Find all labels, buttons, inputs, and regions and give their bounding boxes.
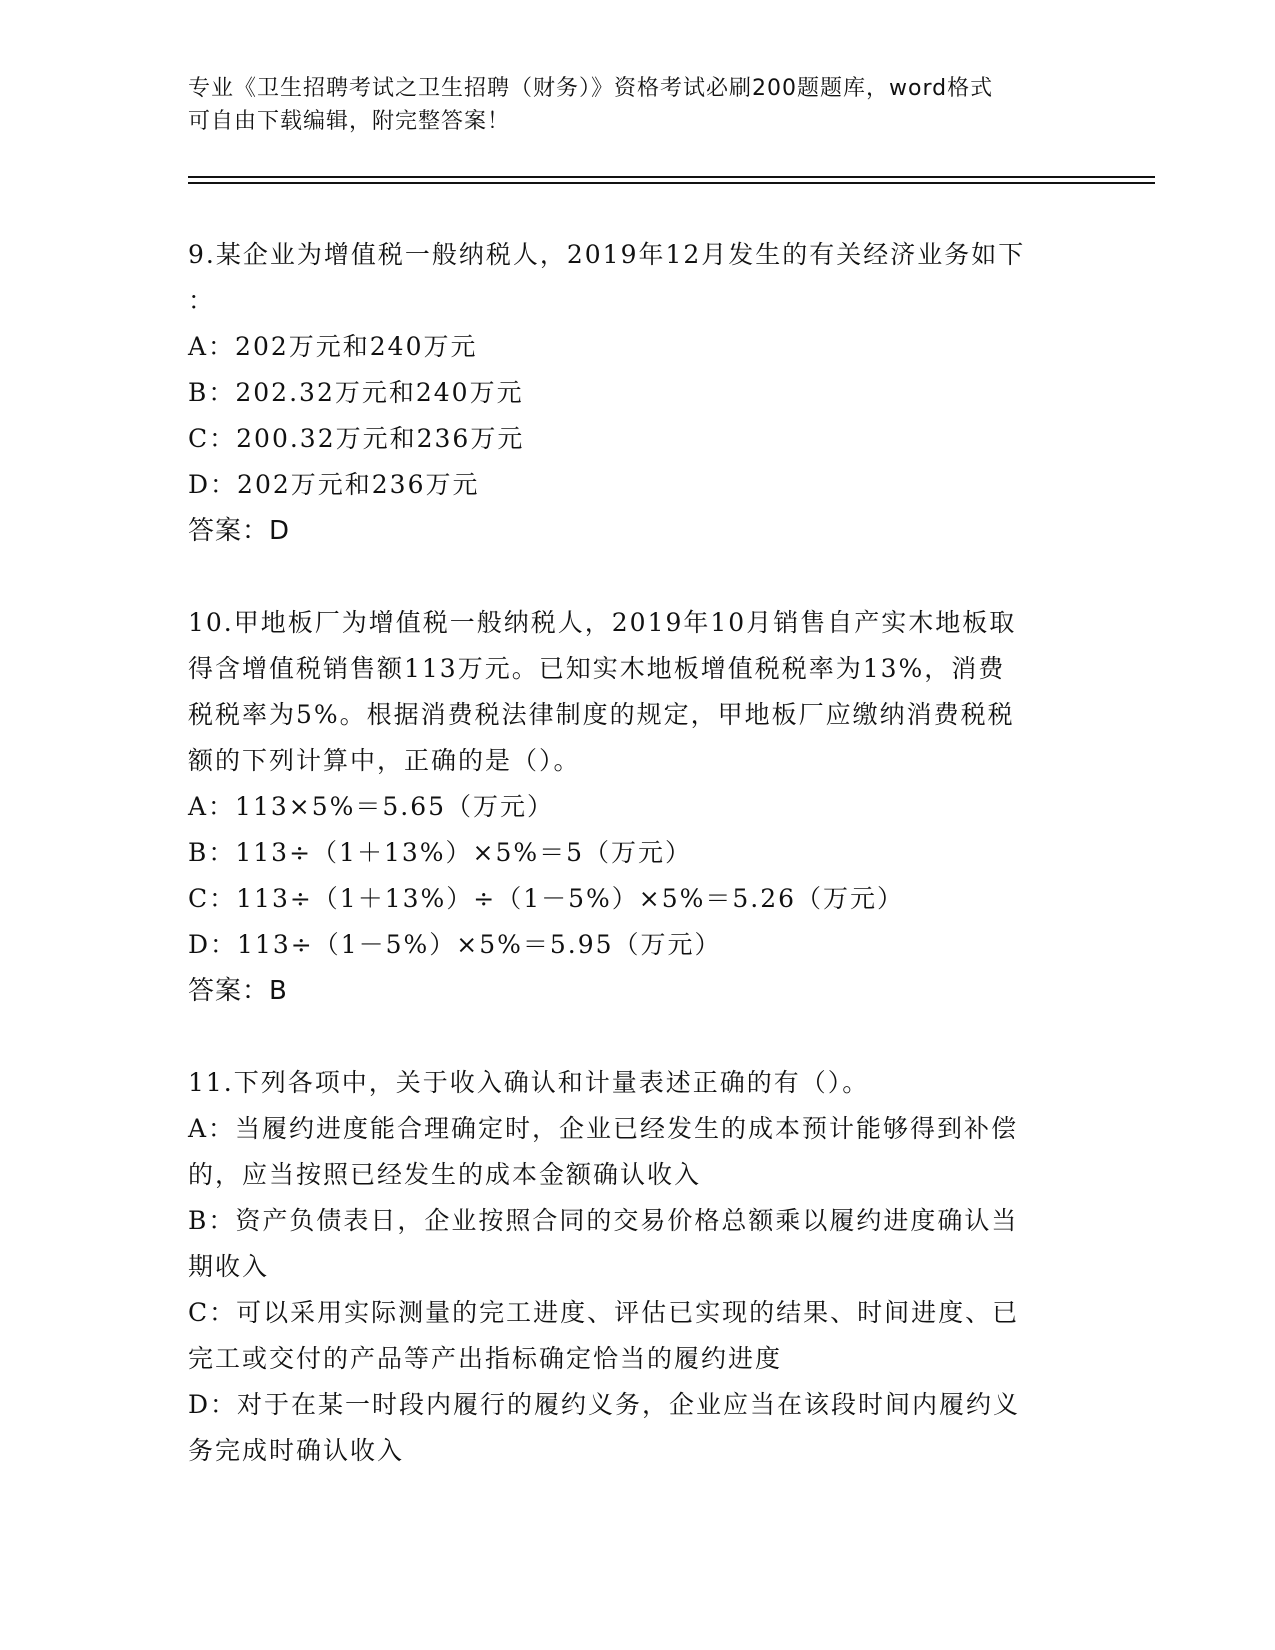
question-11 — [188, 1060, 1088, 1474]
question-stem-continued: 得含增值税销售额113万元。已知实木地板增值税税率为13%，消费 — [188, 654, 1006, 683]
question-stem-continued: 税税率为5%。根据消费税法律制度的规定，甲地板厂应缴纳消费税税 — [188, 700, 1015, 729]
option-d: D：对于在某一时段内履行的履约义务，企业应当在该段时间内履约义 — [188, 1390, 1021, 1419]
option-d: D：113÷（1－5%）×5%＝5.95（万元） — [188, 930, 722, 959]
option-d: D：202万元和236万元 — [188, 470, 480, 499]
option-a-continued: 的，应当按照已经发生的成本金额确认收入 — [188, 1160, 702, 1189]
option-b: B：资产负债表日，企业按照合同的交易价格总额乘以履约进度确认当 — [188, 1206, 1019, 1235]
option-a: A：113×5%＝5.65（万元） — [188, 792, 555, 821]
question-stem-continued: 额的下列计算中，正确的是（）。 — [188, 746, 581, 775]
answer-label: 答案：D — [188, 516, 291, 546]
question-10 — [188, 600, 1088, 1014]
question-stem: 10.甲地板厂为增值税一般纳税人，2019年10月销售自产实木地板取 — [188, 608, 1017, 637]
option-c: C：可以采用实际测量的完工进度、评估已实现的结果、时间进度、已 — [188, 1298, 1020, 1327]
option-a: A：当履约进度能合理确定时，企业已经发生的成本预计能够得到补偿 — [188, 1114, 1019, 1143]
option-c-continued: 完工或交付的产品等产出指标确定恰当的履约进度 — [188, 1344, 783, 1373]
header-line-2: 可自由下载编辑，附完整答案！ — [188, 109, 511, 134]
question-stem-continued: ： — [188, 286, 216, 315]
option-c: C：113÷（1＋13%）÷（1－5%）×5%＝5.26（万元） — [188, 884, 905, 913]
document-header — [188, 72, 1068, 138]
option-c: C：200.32万元和236万元 — [188, 424, 525, 453]
question-stem: 9.某企业为增值税一般纳税人，2019年12月发生的有关经济业务如下 — [188, 240, 1026, 269]
header-line-1: 专业《卫生招聘考试之卫生招聘（财务）》资格考试必刷200题题库，word格式 — [188, 76, 994, 101]
header-divider-top — [188, 176, 1155, 178]
option-d-continued: 务完成时确认收入 — [188, 1436, 405, 1465]
option-b: B：113÷（1＋13%）×5%＝5（万元） — [188, 838, 693, 867]
question-9 — [188, 232, 1088, 554]
option-b-continued: 期收入 — [188, 1252, 270, 1281]
header-divider-bottom — [188, 182, 1155, 184]
question-list — [188, 232, 1088, 1520]
option-a: A：202万元和240万元 — [188, 332, 478, 361]
answer-label: 答案：B — [188, 976, 288, 1006]
option-b: B：202.32万元和240万元 — [188, 378, 524, 407]
question-stem: 11.下列各项中，关于收入确认和计量表述正确的有（）。 — [188, 1068, 870, 1097]
